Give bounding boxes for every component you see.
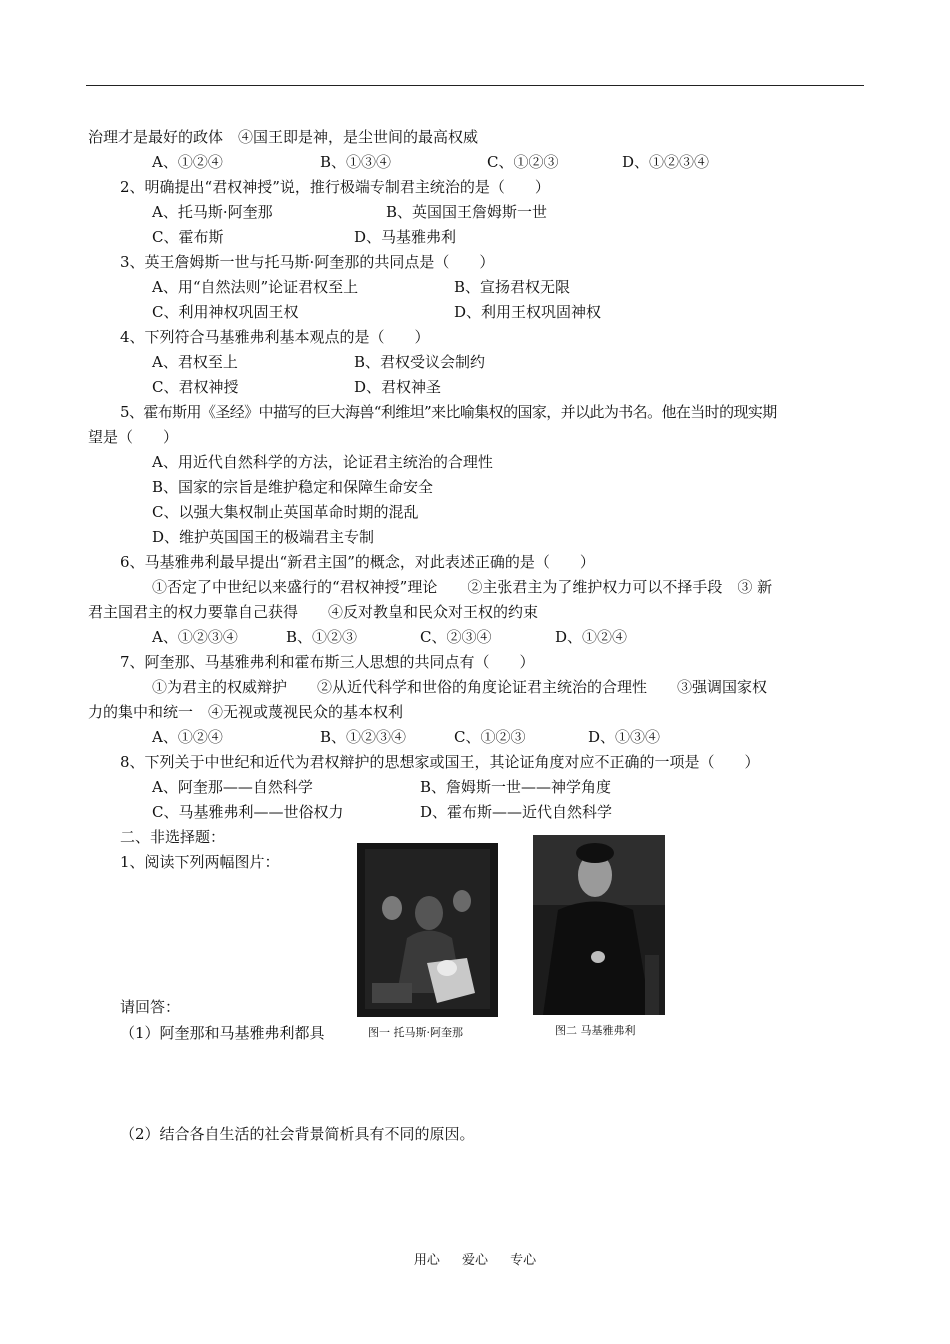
q8-option-c: C、马基雅弗利——世俗权力: [152, 803, 344, 821]
q7-statements-line2: 力的集中和统一 ④无视或蔑视民众的基本权利: [88, 703, 404, 721]
aquinas-portrait-image: [357, 843, 498, 1017]
q4-option-b: B、君权受议会制约: [354, 353, 486, 371]
q2-option-c: C、霍布斯: [152, 228, 224, 246]
q8-option-a: A、阿奎那——自然科学: [152, 778, 313, 796]
footer-word-1: 用心: [413, 1253, 440, 1268]
page-footer: [0, 1249, 950, 1268]
section2-title: 二、非选择题：: [120, 828, 226, 846]
q2-option-a: A、托马斯·阿奎那: [152, 203, 273, 221]
q7-option-b: B、①②③④: [320, 728, 407, 746]
q2-option-b: B、英国国王詹姆斯一世: [386, 203, 548, 221]
q1-option-b: B、①③④: [320, 153, 392, 171]
caption-figure2: 图二 马基雅弗利: [555, 1024, 636, 1037]
q3-option-a: A、用“自然法则”论证君权至上: [152, 278, 359, 296]
q6-option-b: B、①②③: [286, 628, 358, 646]
caption-figure1: 图一 托马斯·阿奎那: [368, 1026, 463, 1039]
section2-q1-stem: 1、阅读下列两幅图片：: [120, 853, 280, 871]
q2-stem: 2、明确提出“君权神授”说，推行极端专制君主统治的是（ ）: [120, 178, 550, 196]
q6-statements-line1: ①否定了中世纪以来盛行的“君权神授”理论 ②主张君主为了维护权力可以不择手段 ③ 新: [152, 578, 773, 596]
q2-option-d: D、马基雅弗利: [354, 228, 457, 246]
q6-option-c: C、②③④: [420, 628, 492, 646]
q3-option-c: C、利用神权巩固王权: [152, 303, 299, 321]
answer-prompt: 请回答：: [120, 998, 181, 1016]
q4-option-c: C、君权神授: [152, 378, 239, 396]
q1-option-d: D、①②③④: [622, 153, 710, 171]
machiavelli-portrait-image: [533, 835, 665, 1015]
q4-option-a: A、君权至上: [152, 353, 238, 371]
footer-word-2: 爱心: [461, 1253, 488, 1268]
intro-line: 治理才是最好的政体 ④国王即是神，是尘世间的最高权威: [88, 128, 479, 146]
q5-stem-line1: 5、霍布斯用《圣经》中描写的巨大海兽“利维坦”来比喻集权的国家，并以此为书名。他在当时的现实期: [120, 403, 777, 421]
q8-stem: 8、下列关于中世纪和近代为君权辩护的思想家或国王，其论证角度对应不正确的一项是（ ）: [120, 753, 760, 771]
q8-option-d: D、霍布斯——近代自然科学: [420, 803, 613, 821]
q6-option-a: A、①②③④: [152, 628, 238, 646]
q7-option-d: D、①③④: [588, 728, 661, 746]
q5-option-b: B、国家的宗旨是维护稳定和保障生命安全: [152, 478, 434, 496]
q4-option-d: D、君权神圣: [354, 378, 442, 396]
q5-option-d: D、维护英国国王的极端君主专制: [152, 528, 375, 546]
q8-option-b: B、詹姆斯一世——神学角度: [420, 778, 612, 796]
q4-stem: 4、下列符合马基雅弗利基本观点的是（ ）: [120, 328, 430, 346]
q6-option-d: D、①②④: [555, 628, 628, 646]
q6-stem: 6、马基雅弗利最早提出“新君主国”的概念，对此表述正确的是（ ）: [120, 553, 595, 571]
q7-stem: 7、阿奎那、马基雅弗利和霍布斯三人思想的共同点有（ ）: [120, 653, 535, 671]
aquinas-portrait-drawing: [357, 843, 498, 1017]
q7-statements-line1: ①为君主的权威辩护 ②从近代科学和世俗的角度论证君主统治的合理性 ③强调国家权: [152, 678, 768, 696]
q7-option-c: C、①②③: [454, 728, 526, 746]
sub-question-1: （1）阿奎那和马基雅弗利都具: [120, 1024, 325, 1042]
machiavelli-portrait-drawing: [533, 835, 665, 1015]
q6-statements-line2: 君主国君主的权力要靠自己获得 ④反对教皇和民众对王权的约束: [88, 603, 539, 621]
q7-option-a: A、①②④: [152, 728, 223, 746]
header-rule: [86, 85, 864, 86]
footer-word-3: 专心: [510, 1253, 537, 1268]
q5-stem-line2: 望是（ ）: [88, 428, 179, 446]
sub-question-2: （2）结合各自生活的社会背景简析具有不同的原因。: [120, 1125, 475, 1143]
q3-stem: 3、英王詹姆斯一世与托马斯·阿奎那的共同点是（ ）: [120, 253, 495, 271]
q5-option-c: C、以强大集权制止英国革命时期的混乱: [152, 503, 419, 521]
q1-option-c: C、①②③: [487, 153, 559, 171]
q3-option-b: B、宣扬君权无限: [454, 278, 571, 296]
q3-option-d: D、利用王权巩固神权: [454, 303, 602, 321]
q5-option-a: A、用近代自然科学的方法，论证君主统治的合理性: [152, 453, 493, 471]
q1-option-a: A、①②④: [152, 153, 223, 171]
